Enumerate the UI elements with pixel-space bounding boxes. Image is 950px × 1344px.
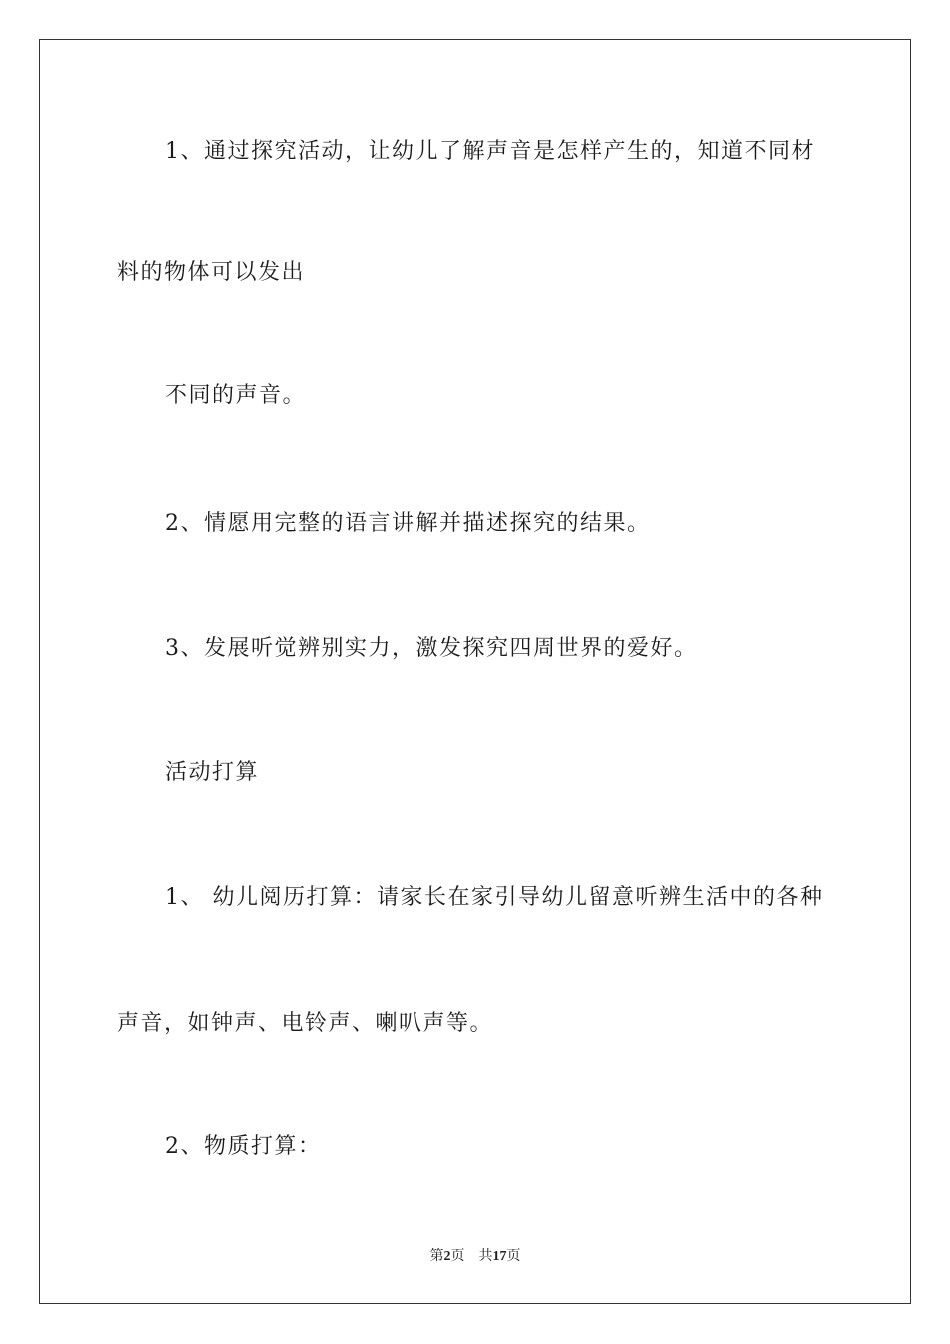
preparation-1-line-2: 声音，如钟声、电铃声、喇叭声等。 [117,1011,494,1036]
page-number-footer [0,1247,950,1266]
objective-2: 2、情愿用完整的语言讲解并描述探究的结果。 [165,511,651,536]
page-suffix: 页 [450,1248,465,1264]
section-heading: 活动打算 [165,760,260,785]
total-prefix: 共 [478,1248,493,1264]
total-page-number: 17 [492,1249,507,1264]
current-page-number: 2 [443,1249,451,1264]
page-border [39,39,911,1304]
objective-3: 3、发展听觉辨别实力，激发探究四周世界的爱好。 [165,636,698,661]
objective-1-line-2: 料的物体可以发出 [117,260,306,285]
preparation-2: 2、物质打算： [165,1134,322,1159]
objective-1-line-1: 1、通过探究活动，让幼儿了解声音是怎样产生的，知道不同材 [165,139,815,164]
preparation-1-line-1: 1、 幼儿阅历打算：请家长在家引导幼儿留意听辨生活中的各种 [165,885,824,910]
page-prefix: 第 [429,1248,444,1264]
objective-1-line-3: 不同的声音。 [165,383,307,408]
total-suffix: 页 [506,1248,521,1264]
